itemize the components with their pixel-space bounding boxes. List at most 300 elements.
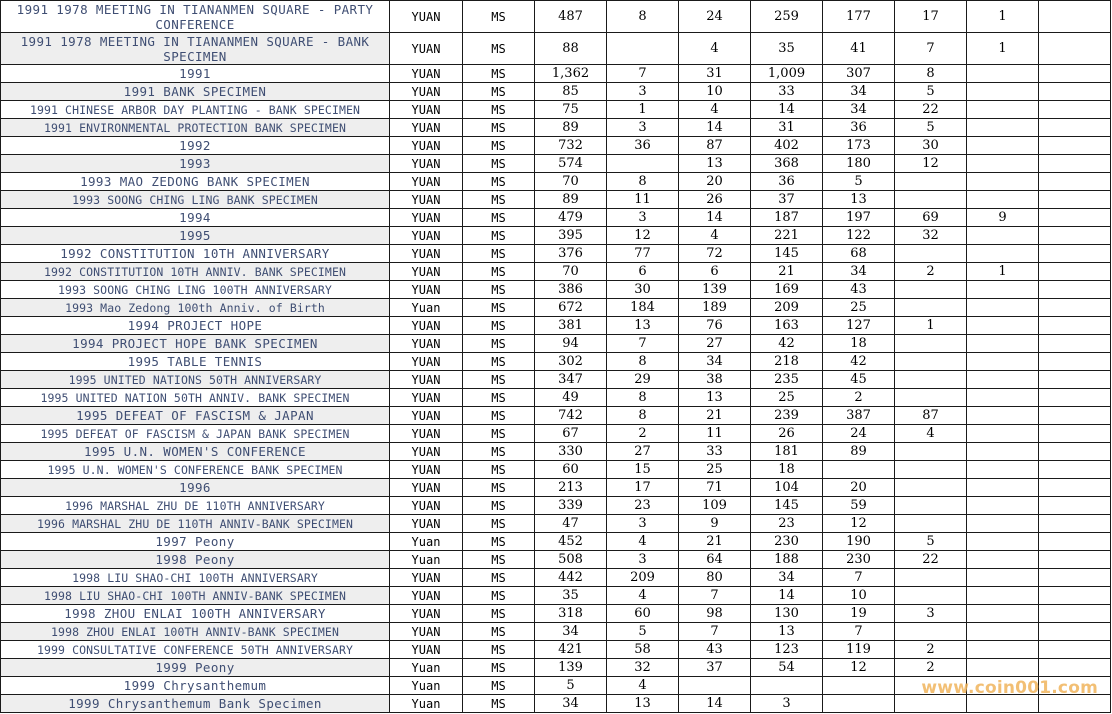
- issue-name-cell: 1991 BANK SPECIMEN: [1, 83, 390, 101]
- table-row: [1, 173, 1111, 191]
- count-cell-1: 35: [535, 587, 607, 605]
- count-cell-1: 318: [535, 605, 607, 623]
- count-cell-7: [967, 101, 1039, 119]
- count-cell-6: 4: [895, 425, 967, 443]
- count-cell-4: 1,009: [751, 65, 823, 83]
- count-cell-4: 188: [751, 551, 823, 569]
- grade-cell: MS: [463, 209, 535, 227]
- count-cell-1: 5: [535, 677, 607, 695]
- count-cell-8: [1039, 119, 1111, 137]
- count-cell-7: [967, 119, 1039, 137]
- table-row: [1, 623, 1111, 641]
- grade-cell: MS: [463, 155, 535, 173]
- count-cell-7: [967, 65, 1039, 83]
- count-cell-1: 508: [535, 551, 607, 569]
- issue-name-cell: 1992 CONSTITUTION 10TH ANNIV. BANK SPECIMEN: [1, 263, 390, 281]
- grade-cell: MS: [463, 407, 535, 425]
- count-cell-4: 163: [751, 317, 823, 335]
- count-cell-2: 4: [607, 587, 679, 605]
- currency-cell: YUAN: [390, 209, 463, 227]
- table-row: [1, 335, 1111, 353]
- issue-name-cell: 1991 1978 MEETING IN TIANANMEN SQUARE - BANK SPECIMEN: [1, 33, 390, 65]
- count-cell-3: 21: [679, 533, 751, 551]
- count-cell-6: [895, 353, 967, 371]
- grade-cell: MS: [463, 263, 535, 281]
- count-cell-8: [1039, 209, 1111, 227]
- currency-cell: YUAN: [390, 443, 463, 461]
- count-cell-3: 87: [679, 137, 751, 155]
- count-cell-2: 4: [607, 677, 679, 695]
- count-cell-6: 5: [895, 83, 967, 101]
- currency-cell: YUAN: [390, 569, 463, 587]
- count-cell-4: 235: [751, 371, 823, 389]
- currency-cell: YUAN: [390, 245, 463, 263]
- count-cell-1: 94: [535, 335, 607, 353]
- table-row: [1, 587, 1111, 605]
- count-cell-7: [967, 623, 1039, 641]
- grade-cell: MS: [463, 461, 535, 479]
- count-cell-7: [967, 137, 1039, 155]
- count-cell-5: 13: [823, 191, 895, 209]
- issue-name-cell: 1996: [1, 479, 390, 497]
- count-cell-1: 67: [535, 425, 607, 443]
- count-cell-8: [1039, 533, 1111, 551]
- table-row: [1, 479, 1111, 497]
- count-cell-5: 45: [823, 371, 895, 389]
- count-cell-3: 14: [679, 209, 751, 227]
- count-cell-1: 442: [535, 569, 607, 587]
- count-cell-4: 145: [751, 497, 823, 515]
- issue-name-cell: 1993 MAO ZEDONG BANK SPECIMEN: [1, 173, 390, 191]
- count-cell-4: 33: [751, 83, 823, 101]
- issue-name-cell: 1991 CHINESE ARBOR DAY PLANTING - BANK SPECIMEN: [1, 101, 390, 119]
- count-cell-6: 87: [895, 407, 967, 425]
- count-cell-8: [1039, 101, 1111, 119]
- count-cell-7: [967, 299, 1039, 317]
- count-cell-2: 13: [607, 317, 679, 335]
- count-cell-8: [1039, 587, 1111, 605]
- count-cell-2: 13: [607, 695, 679, 713]
- count-cell-6: 2: [895, 641, 967, 659]
- count-cell-4: 104: [751, 479, 823, 497]
- grade-cell: MS: [463, 299, 535, 317]
- count-cell-1: 479: [535, 209, 607, 227]
- count-cell-1: 672: [535, 299, 607, 317]
- issue-name-cell: 1994 PROJECT HOPE BANK SPECIMEN: [1, 335, 390, 353]
- count-cell-7: [967, 587, 1039, 605]
- grade-cell: MS: [463, 623, 535, 641]
- count-cell-7: [967, 155, 1039, 173]
- count-cell-8: [1039, 641, 1111, 659]
- count-cell-2: 3: [607, 551, 679, 569]
- table-row: [1, 209, 1111, 227]
- table-row: [1, 569, 1111, 587]
- issue-name-cell: 1999 Chrysanthemum Bank Specimen: [1, 695, 390, 713]
- issue-name-cell: 1991 ENVIRONMENTAL PROTECTION BANK SPECIMEN: [1, 119, 390, 137]
- count-cell-6: 17: [895, 1, 967, 33]
- grade-cell: MS: [463, 605, 535, 623]
- grade-cell: MS: [463, 551, 535, 569]
- count-cell-8: [1039, 605, 1111, 623]
- count-cell-3: 13: [679, 389, 751, 407]
- count-cell-1: 330: [535, 443, 607, 461]
- count-cell-1: 34: [535, 623, 607, 641]
- count-cell-5: [823, 677, 895, 695]
- count-cell-7: [967, 605, 1039, 623]
- count-cell-5: 34: [823, 263, 895, 281]
- count-cell-2: [607, 155, 679, 173]
- count-cell-4: 35: [751, 33, 823, 65]
- table-row: [1, 353, 1111, 371]
- table-row: [1, 119, 1111, 137]
- table-row: [1, 605, 1111, 623]
- count-cell-1: 75: [535, 101, 607, 119]
- count-cell-4: 145: [751, 245, 823, 263]
- count-cell-3: 109: [679, 497, 751, 515]
- table-row: [1, 33, 1111, 65]
- count-cell-1: 452: [535, 533, 607, 551]
- issue-name-cell: 1991: [1, 65, 390, 83]
- count-cell-4: 42: [751, 335, 823, 353]
- table-row: [1, 497, 1111, 515]
- count-cell-2: 23: [607, 497, 679, 515]
- count-cell-8: [1039, 33, 1111, 65]
- count-cell-2: 8: [607, 407, 679, 425]
- count-cell-2: 7: [607, 335, 679, 353]
- currency-cell: YUAN: [390, 1, 463, 33]
- count-cell-8: [1039, 353, 1111, 371]
- issue-name-cell: 1999 CONSULTATIVE CONFERENCE 50TH ANNIVERSARY: [1, 641, 390, 659]
- currency-cell: Yuan: [390, 551, 463, 569]
- currency-cell: YUAN: [390, 371, 463, 389]
- count-cell-6: [895, 461, 967, 479]
- grade-cell: MS: [463, 497, 535, 515]
- count-cell-3: 80: [679, 569, 751, 587]
- count-cell-8: [1039, 281, 1111, 299]
- count-cell-5: 177: [823, 1, 895, 33]
- grade-cell: MS: [463, 101, 535, 119]
- currency-cell: Yuan: [390, 659, 463, 677]
- count-cell-2: 30: [607, 281, 679, 299]
- table-row: [1, 227, 1111, 245]
- count-cell-7: [967, 281, 1039, 299]
- grade-cell: MS: [463, 65, 535, 83]
- count-cell-2: 6: [607, 263, 679, 281]
- count-cell-5: 387: [823, 407, 895, 425]
- count-cell-5: 127: [823, 317, 895, 335]
- count-cell-6: [895, 443, 967, 461]
- table-row: [1, 65, 1111, 83]
- count-cell-1: 421: [535, 641, 607, 659]
- count-cell-1: 347: [535, 371, 607, 389]
- issue-name-cell: 1994: [1, 209, 390, 227]
- count-cell-7: [967, 407, 1039, 425]
- count-cell-3: 13: [679, 155, 751, 173]
- currency-cell: Yuan: [390, 533, 463, 551]
- currency-cell: YUAN: [390, 641, 463, 659]
- count-cell-2: 209: [607, 569, 679, 587]
- currency-cell: YUAN: [390, 335, 463, 353]
- count-cell-2: 32: [607, 659, 679, 677]
- issue-name-cell: 1998 LIU SHAO-CHI 100TH ANNIV-BANK SPECIMEN: [1, 587, 390, 605]
- count-cell-1: 386: [535, 281, 607, 299]
- grade-cell: MS: [463, 33, 535, 65]
- count-cell-7: [967, 443, 1039, 461]
- count-cell-6: 69: [895, 209, 967, 227]
- issue-name-cell: 1995: [1, 227, 390, 245]
- count-cell-6: 12: [895, 155, 967, 173]
- table-body: [1, 1, 1111, 713]
- grade-cell: MS: [463, 173, 535, 191]
- count-cell-4: 21: [751, 263, 823, 281]
- count-cell-7: [967, 659, 1039, 677]
- count-cell-3: 7: [679, 623, 751, 641]
- count-cell-5: 173: [823, 137, 895, 155]
- count-cell-2: 8: [607, 353, 679, 371]
- issue-name-cell: 1995 U.N. WOMEN'S CONFERENCE BANK SPECIMEN: [1, 461, 390, 479]
- issue-name-cell: 1998 LIU SHAO-CHI 100TH ANNIVERSARY: [1, 569, 390, 587]
- count-cell-3: 26: [679, 191, 751, 209]
- count-cell-3: 27: [679, 335, 751, 353]
- count-cell-2: 1: [607, 101, 679, 119]
- count-cell-1: 47: [535, 515, 607, 533]
- count-cell-4: 221: [751, 227, 823, 245]
- count-cell-3: 24: [679, 1, 751, 33]
- count-cell-8: [1039, 659, 1111, 677]
- count-cell-6: 2: [895, 263, 967, 281]
- count-cell-5: 5: [823, 173, 895, 191]
- currency-cell: YUAN: [390, 461, 463, 479]
- issue-name-cell: 1996 MARSHAL ZHU DE 110TH ANNIVERSARY: [1, 497, 390, 515]
- currency-cell: YUAN: [390, 389, 463, 407]
- count-cell-2: 5: [607, 623, 679, 641]
- count-cell-2: 2: [607, 425, 679, 443]
- grade-cell: MS: [463, 353, 535, 371]
- count-cell-6: [895, 371, 967, 389]
- count-cell-1: 49: [535, 389, 607, 407]
- count-cell-1: 213: [535, 479, 607, 497]
- count-cell-8: [1039, 425, 1111, 443]
- count-cell-1: 381: [535, 317, 607, 335]
- currency-cell: YUAN: [390, 605, 463, 623]
- grade-cell: MS: [463, 533, 535, 551]
- table-row: [1, 245, 1111, 263]
- table-row: [1, 317, 1111, 335]
- count-cell-3: 98: [679, 605, 751, 623]
- count-cell-6: 32: [895, 227, 967, 245]
- count-cell-1: 376: [535, 245, 607, 263]
- count-cell-1: 742: [535, 407, 607, 425]
- count-cell-1: 302: [535, 353, 607, 371]
- currency-cell: YUAN: [390, 587, 463, 605]
- count-cell-7: [967, 389, 1039, 407]
- grade-cell: MS: [463, 245, 535, 263]
- count-cell-5: 12: [823, 659, 895, 677]
- issue-name-cell: 1999 Peony: [1, 659, 390, 677]
- count-cell-4: 14: [751, 101, 823, 119]
- count-cell-6: 8: [895, 65, 967, 83]
- count-cell-7: [967, 353, 1039, 371]
- count-cell-5: [823, 461, 895, 479]
- count-cell-8: [1039, 515, 1111, 533]
- count-cell-8: [1039, 227, 1111, 245]
- count-cell-1: 89: [535, 119, 607, 137]
- currency-cell: YUAN: [390, 83, 463, 101]
- count-cell-5: 43: [823, 281, 895, 299]
- grade-cell: MS: [463, 137, 535, 155]
- count-cell-4: 230: [751, 533, 823, 551]
- count-cell-6: 22: [895, 551, 967, 569]
- count-cell-5: 122: [823, 227, 895, 245]
- table-row: [1, 299, 1111, 317]
- count-cell-8: [1039, 497, 1111, 515]
- count-cell-8: [1039, 461, 1111, 479]
- table-row: [1, 1, 1111, 33]
- count-cell-3: 7: [679, 587, 751, 605]
- count-cell-6: [895, 299, 967, 317]
- count-cell-5: 12: [823, 515, 895, 533]
- count-cell-4: 3: [751, 695, 823, 713]
- count-cell-4: 37: [751, 191, 823, 209]
- count-cell-1: 88: [535, 33, 607, 65]
- grade-cell: MS: [463, 425, 535, 443]
- grade-cell: MS: [463, 659, 535, 677]
- table-row: [1, 191, 1111, 209]
- count-cell-7: [967, 569, 1039, 587]
- count-cell-1: 34: [535, 695, 607, 713]
- count-cell-2: 36: [607, 137, 679, 155]
- issue-name-cell: 1997 Peony: [1, 533, 390, 551]
- grade-cell: MS: [463, 569, 535, 587]
- count-cell-4: [751, 677, 823, 695]
- count-cell-2: 15: [607, 461, 679, 479]
- count-cell-5: 2: [823, 389, 895, 407]
- currency-cell: YUAN: [390, 227, 463, 245]
- issue-name-cell: 1998 Peony: [1, 551, 390, 569]
- count-cell-6: [895, 335, 967, 353]
- count-cell-3: 33: [679, 443, 751, 461]
- count-cell-8: [1039, 1, 1111, 33]
- issue-name-cell: 1993 SOONG CHING LING 100TH ANNIVERSARY: [1, 281, 390, 299]
- count-cell-2: 7: [607, 65, 679, 83]
- count-cell-3: 43: [679, 641, 751, 659]
- count-cell-2: 58: [607, 641, 679, 659]
- count-cell-5: 42: [823, 353, 895, 371]
- issue-name-cell: 1993: [1, 155, 390, 173]
- count-cell-5: 7: [823, 569, 895, 587]
- count-cell-5: 59: [823, 497, 895, 515]
- grade-cell: MS: [463, 1, 535, 33]
- count-cell-1: 60: [535, 461, 607, 479]
- count-cell-3: 31: [679, 65, 751, 83]
- count-cell-5: 34: [823, 83, 895, 101]
- count-cell-7: [967, 173, 1039, 191]
- count-cell-6: 5: [895, 119, 967, 137]
- count-cell-2: 8: [607, 389, 679, 407]
- count-cell-7: [967, 317, 1039, 335]
- count-cell-8: [1039, 569, 1111, 587]
- count-cell-7: [967, 425, 1039, 443]
- count-cell-7: [967, 227, 1039, 245]
- count-cell-5: 19: [823, 605, 895, 623]
- count-cell-3: 37: [679, 659, 751, 677]
- count-cell-7: [967, 371, 1039, 389]
- currency-cell: YUAN: [390, 623, 463, 641]
- count-cell-4: 130: [751, 605, 823, 623]
- count-cell-7: [967, 641, 1039, 659]
- count-cell-3: 64: [679, 551, 751, 569]
- grade-cell: MS: [463, 479, 535, 497]
- count-cell-2: 8: [607, 173, 679, 191]
- grade-cell: MS: [463, 371, 535, 389]
- grade-cell: MS: [463, 695, 535, 713]
- issue-name-cell: 1995 DEFEAT OF FASCISM & JAPAN BANK SPECIMEN: [1, 425, 390, 443]
- count-cell-2: 12: [607, 227, 679, 245]
- count-cell-2: 11: [607, 191, 679, 209]
- count-cell-7: [967, 335, 1039, 353]
- count-cell-5: 36: [823, 119, 895, 137]
- count-cell-3: 21: [679, 407, 751, 425]
- count-cell-7: 1: [967, 1, 1039, 33]
- issue-name-cell: 1999 Chrysanthemum: [1, 677, 390, 695]
- count-cell-6: 1: [895, 317, 967, 335]
- count-cell-5: [823, 695, 895, 713]
- count-cell-3: 6: [679, 263, 751, 281]
- count-cell-7: [967, 245, 1039, 263]
- table-row: [1, 641, 1111, 659]
- count-cell-4: 218: [751, 353, 823, 371]
- table-row: [1, 281, 1111, 299]
- count-cell-7: [967, 551, 1039, 569]
- count-cell-6: 5: [895, 533, 967, 551]
- currency-cell: YUAN: [390, 101, 463, 119]
- issue-name-cell: 1992: [1, 137, 390, 155]
- count-cell-6: 22: [895, 101, 967, 119]
- table-row: [1, 515, 1111, 533]
- count-cell-5: 230: [823, 551, 895, 569]
- currency-cell: YUAN: [390, 155, 463, 173]
- count-cell-2: 3: [607, 515, 679, 533]
- count-cell-3: [679, 677, 751, 695]
- table-row: [1, 155, 1111, 173]
- count-cell-2: 4: [607, 533, 679, 551]
- count-cell-7: [967, 497, 1039, 515]
- count-cell-1: 85: [535, 83, 607, 101]
- count-cell-3: 9: [679, 515, 751, 533]
- grade-cell: MS: [463, 191, 535, 209]
- issue-name-cell: 1995 TABLE TENNIS: [1, 353, 390, 371]
- count-cell-8: [1039, 335, 1111, 353]
- table-row: [1, 263, 1111, 281]
- count-cell-3: 72: [679, 245, 751, 263]
- count-cell-8: [1039, 407, 1111, 425]
- count-cell-2: 27: [607, 443, 679, 461]
- count-cell-2: 29: [607, 371, 679, 389]
- count-cell-4: 13: [751, 623, 823, 641]
- grade-cell: MS: [463, 677, 535, 695]
- count-cell-3: 10: [679, 83, 751, 101]
- count-cell-4: 26: [751, 425, 823, 443]
- count-cell-5: 24: [823, 425, 895, 443]
- count-cell-6: 7: [895, 33, 967, 65]
- count-cell-5: 41: [823, 33, 895, 65]
- count-cell-6: [895, 389, 967, 407]
- currency-cell: YUAN: [390, 281, 463, 299]
- issue-name-cell: 1993 Mao Zedong 100th Anniv. of Birth: [1, 299, 390, 317]
- count-cell-2: 3: [607, 83, 679, 101]
- count-cell-1: 70: [535, 173, 607, 191]
- count-cell-1: 139: [535, 659, 607, 677]
